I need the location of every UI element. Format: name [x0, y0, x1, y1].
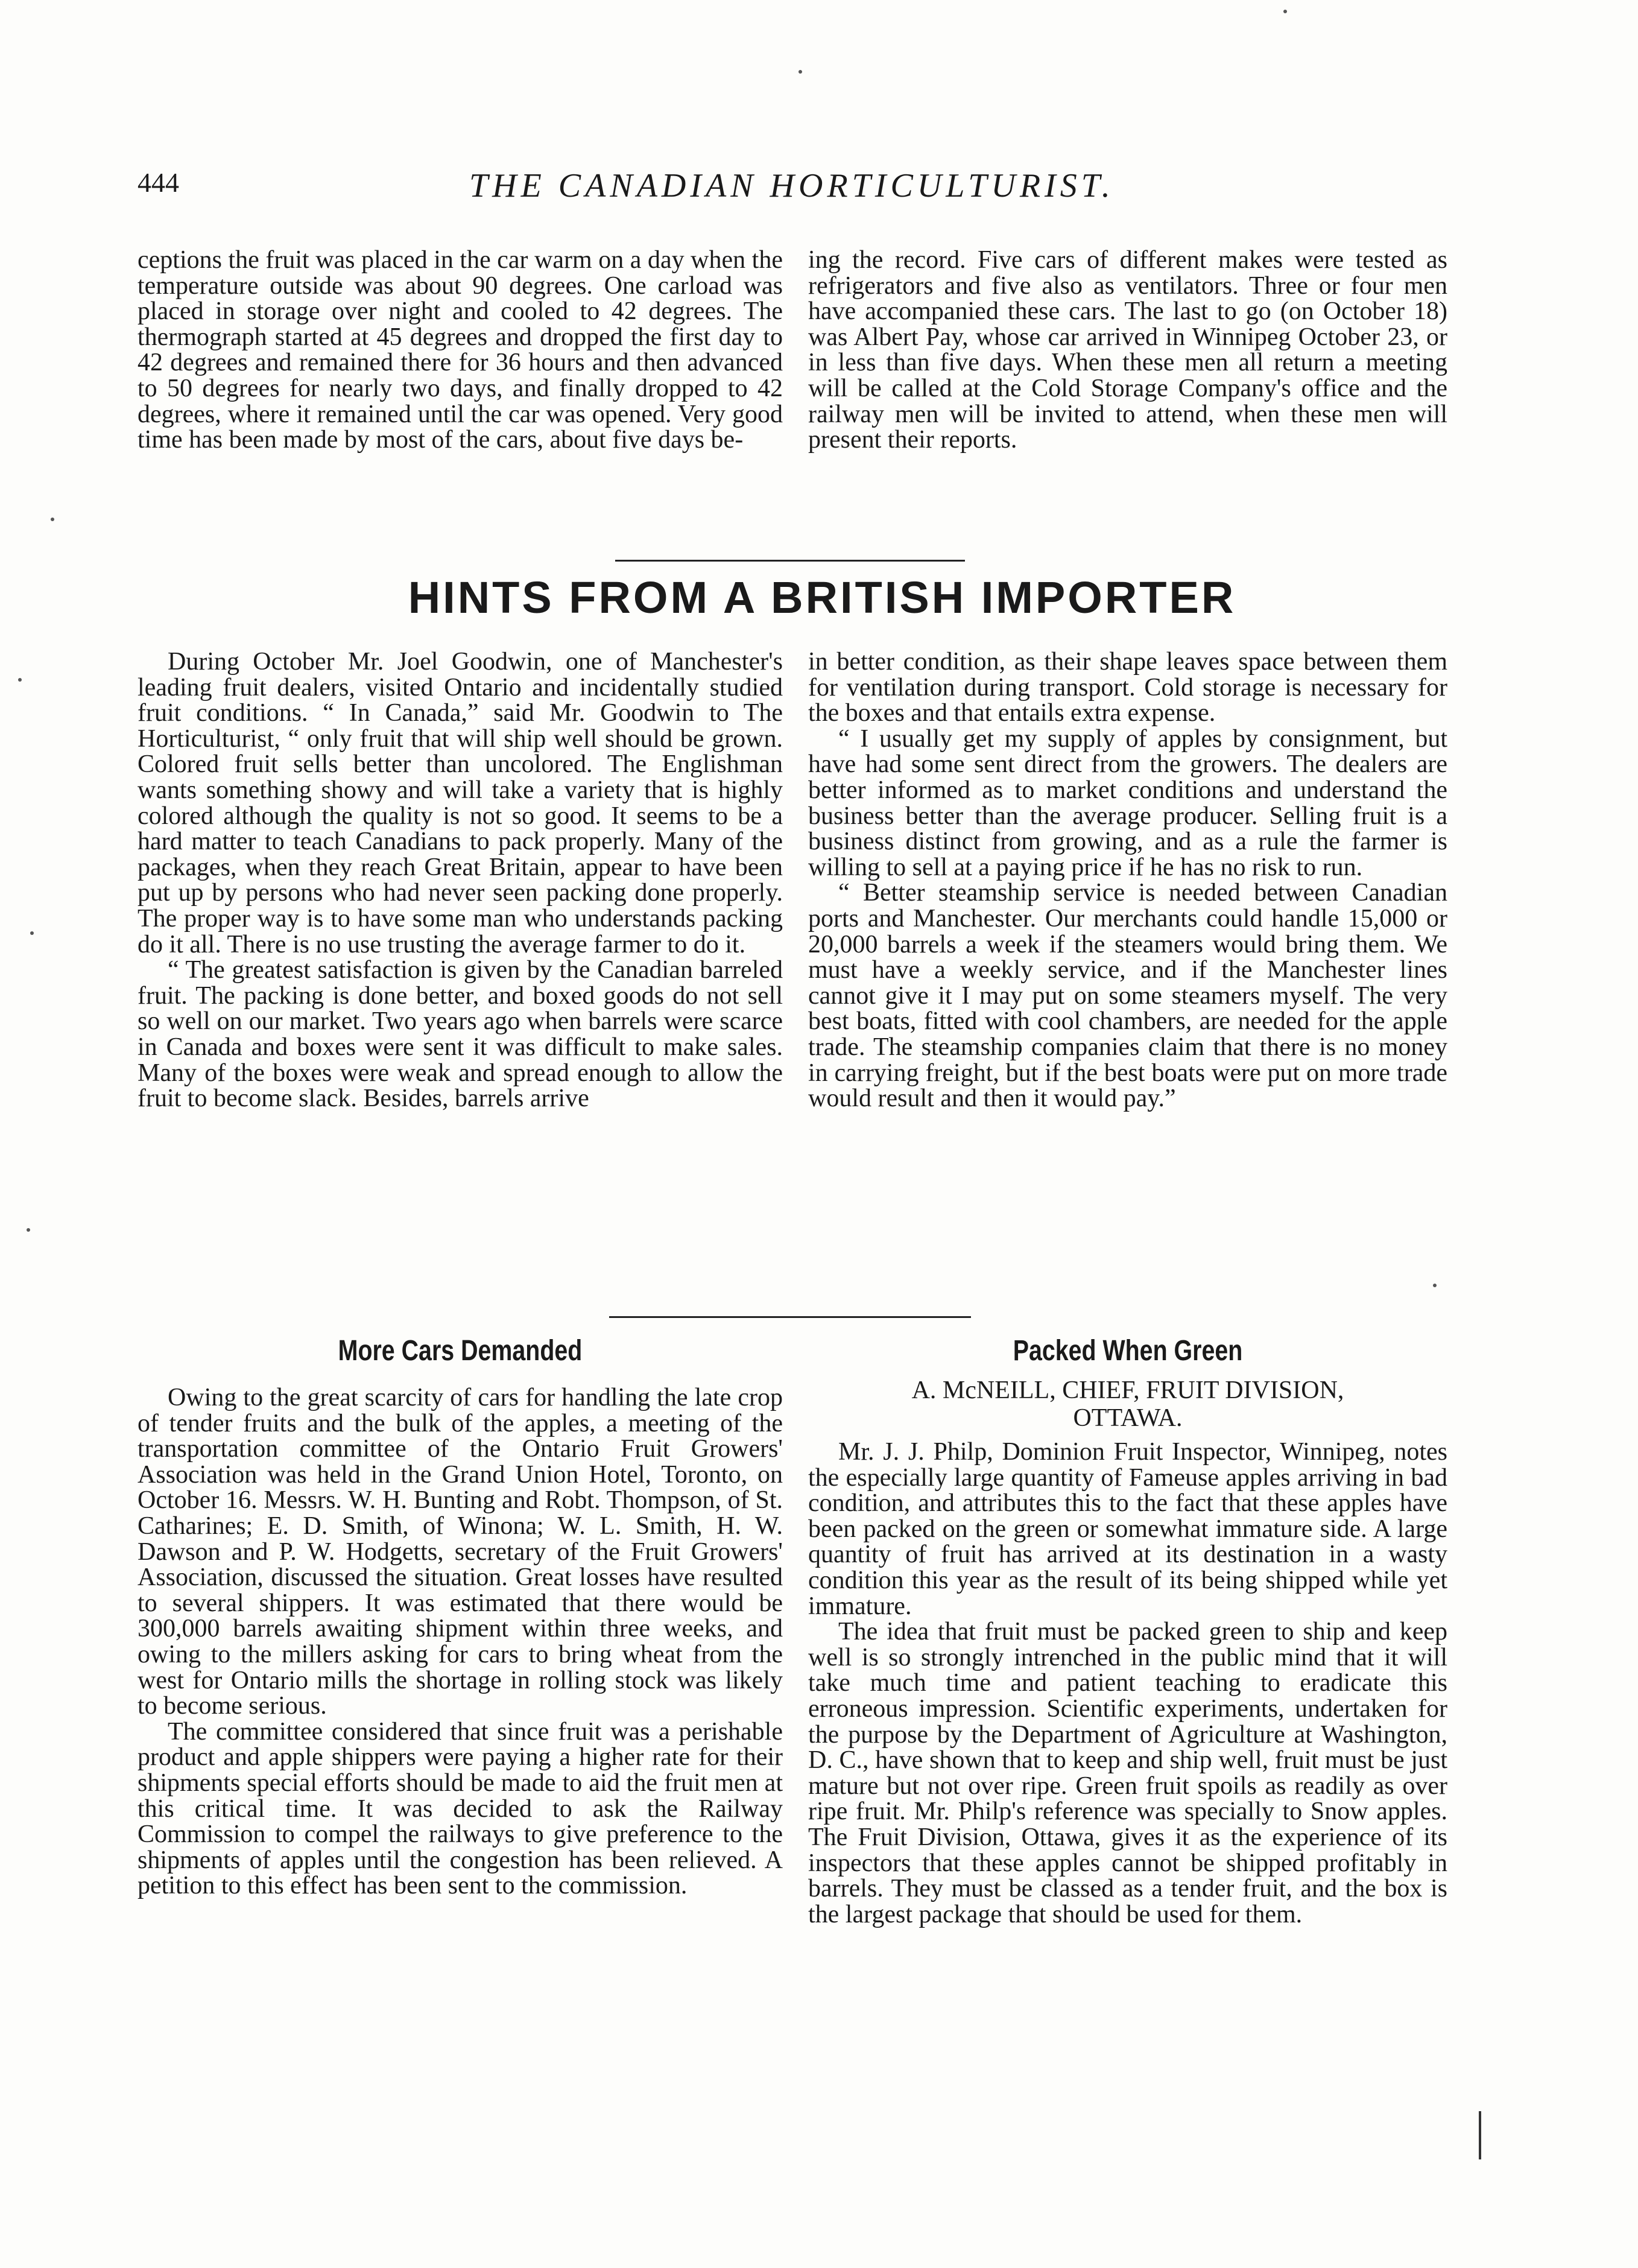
- byline-line-1: A. McNEILL, CHIEF, FRUIT DIVISION,: [911, 1376, 1344, 1404]
- main-article-paragraph: During October Mr. Joel Goodwin, one of Manchester's leading fruit dealers, visited Ontario and incidentally studied fruit conditions. “ In Canada,” said Mr. Goodwin to The Horticulturist, “ only fruit that will ship well should be grown. Colored fruit sells better than uncolored. The Englishman wants something showy and will take a variety that is highly colored although the quality is not so good. It seems to be a hard matter to teach Canadians to pack properly. Many of the packages, when they reach Great Britain, appear to have been put up by persons who had never seen packing done properly. The proper way is to have some man who understands packing do it all. There is no use trusting the average farmer to do it.: [138, 648, 783, 958]
- main-article-paragraph: “ The greatest satisfaction is given by the Canadian barreled fruit. The packing is done better, and boxed goods do not sell so well on our market. Two years ago when barrels were scarce in Canada and boxes were sent it was difficult to make sales. Many of the boxes were weak and spread enough to allow the fruit to become slack. Besides, barrels arrive: [138, 956, 783, 1113]
- continued-article-left-column: [138, 247, 783, 453]
- page-number: 444: [138, 167, 179, 198]
- scan-speck: [27, 1228, 30, 1232]
- scan-speck: [1433, 1284, 1437, 1287]
- more-cars-paragraph: The committee considered that since fruit was a perishable product and apple shippers were paying a higher rate for their shipments special efforts should be made to aid the fruit men at this critical time. It was decided to ask the Railway Commission to compel the railways to give preference to the shipments of apples until the congestion has been relieved. A petition to this effect has been sent to the commission.: [138, 1717, 783, 1900]
- more-cars-headline: More Cars Demanded: [338, 1335, 583, 1367]
- scan-speck: [798, 70, 802, 74]
- packed-green-paragraph: The idea that fruit must be packed green to ship and keep well is so strongly intrenched in the public mind that it will take much time and patient teaching to eradicate this erroneous impression. Scientific experiments, undertaken for the purpose by the Department of Agriculture at Washington, D. C., have shown that to keep and ship well, fruit must be just mature but not over ripe. Green fruit spoils as readily as over ripe fruit. Mr. Philp's reference was specially to Snow apples. The Fruit Division, Ottawa, gives it as the experience of its inspectors that these apples cannot be shipped profitably in barrels. They must be classed as a tender fruit, and the box is the largest package that should be used for them.: [808, 1618, 1447, 1928]
- margin-bar: [1479, 2111, 1481, 2159]
- scan-speck: [51, 518, 54, 521]
- more-cars-column: [138, 1385, 783, 1899]
- packed-green-byline: [808, 1376, 1447, 1432]
- scan-speck: [18, 678, 22, 682]
- byline-line-2: OTTAWA.: [1073, 1404, 1183, 1432]
- main-article-right-column: [808, 649, 1447, 1112]
- more-cars-paragraph: Owing to the great scarcity of cars for handling the late crop of tender fruits and the bulk of the apples, a meeting of the transportation committee of the Ontario Fruit Growers' Association was held in the Grand Union Hotel, Toronto, on October 16. Messrs. W. H. Bunting and Robt. Thompson, of St. Catharines; E. D. Smith, of Winona; W. L. Smith, H. W. Dawson and P. W. Hodgetts, secretary of the Fruit Growers' Association, discussed the situation. Great losses have resulted to several shippers. It was estimated that there would be 300,000 barrels awaiting shipment within three weeks, and owing to the millers asking for cars to bring wheat from the west for Ontario mills the shortage in rolling stock was likely to become serious.: [138, 1384, 783, 1720]
- section-divider: [609, 1316, 971, 1318]
- main-article-left-column: [138, 649, 783, 1112]
- scan-speck: [1283, 10, 1287, 13]
- page-header: [138, 166, 1505, 215]
- running-head: THE CANADIAN HORTICULTURIST.: [469, 167, 1115, 204]
- continued-article-right-column: [808, 247, 1447, 453]
- main-article-paragraph: “ Better steamship service is needed between Canadian ports and Manchester. Our merchants could handle 15,000 or 20,000 barrels a week if the steamers would bring them. We must have a weekly service, and if the Manchester lines cannot give it I may put on some steamers myself. The very best boats, fitted with cool chambers, are needed for the apple trade. The steamship companies claim that there is no money in carrying freight, but if the best boats were put on more trade would result and then it would pay.”: [808, 879, 1447, 1113]
- main-headline: HINTS FROM A BRITISH IMPORTER: [408, 572, 1236, 622]
- main-article-paragraph: in better condition, as their shape leaves space between them for ventilation during transport. Cold storage is necessary for the boxes and that entails extra expense.: [808, 648, 1447, 727]
- packed-green-paragraph: Mr. J. J. Philp, Dominion Fruit Inspector, Winnipeg, notes the especially large quantity of Fameuse apples arriving in bad condition, and attributes this to the fact that these apples have been packed on the green or somewhat immature side. A large quantity of fruit has arrived at its destination in a wasty condition this year as the result of its being shipped while yet immature.: [808, 1438, 1447, 1620]
- packed-green-column: [808, 1439, 1447, 1927]
- section-divider: [615, 560, 965, 562]
- scan-speck: [30, 931, 34, 935]
- continued-article-paragraph: ing the record. Five cars of different makes were tested as refrigerators and five also as ventilators. Three or four men have accompanied these cars. The last to go (on October 18) was Albert Pay, whose car arrived in Winnipeg October 23, or in less than five days. When these men all return a meeting will be called at the Cold Storage Company's office and the railway men will be invited to attend, when these men will present their reports.: [808, 246, 1447, 454]
- packed-green-headline: Packed When Green: [1013, 1335, 1243, 1367]
- continued-article-paragraph: ceptions the fruit was placed in the car warm on a day when the temperature outside was about 90 degrees. One carload was placed in storage over night and cooled to 42 degrees. The thermograph started at 45 degrees and dropped the first day to 42 degrees and remained there for 36 hours and then advanced to 50 degrees for nearly two days, and finally dropped to 42 degrees, where it remained until the car was opened. Very good time has been made by most of the cars, about five days be-: [138, 246, 783, 454]
- main-article-paragraph: “ I usually get my supply of apples by consignment, but have had some sent direct from the growers. The dealers are better informed as to market conditions and understand the business better than the average producer. Selling fruit is a business distinct from growing, and as a rule the farmer is willing to sell at a paying price if he has no risk to run.: [808, 724, 1447, 881]
